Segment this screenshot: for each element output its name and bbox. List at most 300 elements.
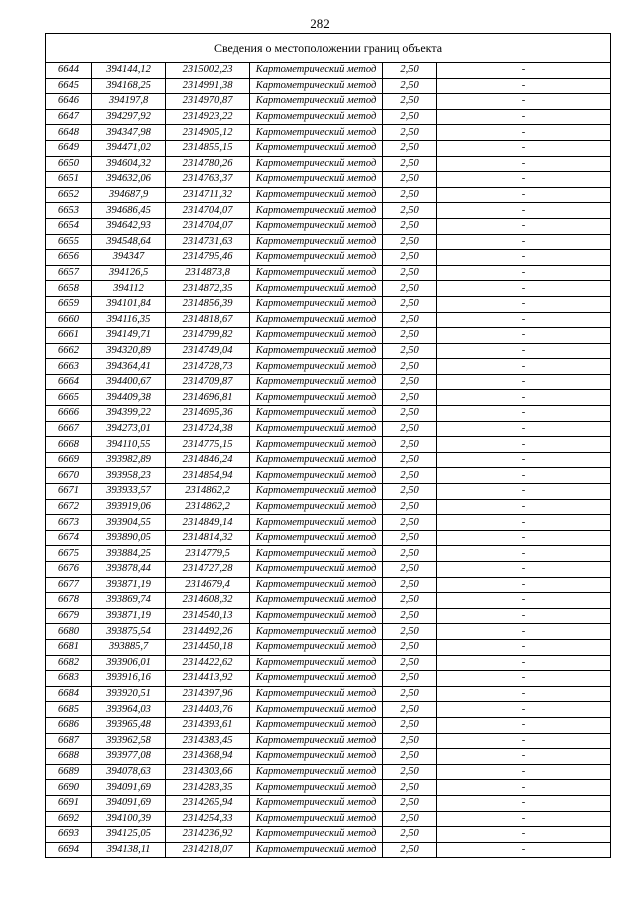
accuracy-cell: 2,50 bbox=[383, 296, 437, 312]
method-cell: Картометрический метод bbox=[250, 577, 383, 593]
method-cell: Картометрический метод bbox=[250, 234, 383, 250]
table-row bbox=[46, 717, 611, 733]
method-cell: Картометрический метод bbox=[250, 265, 383, 281]
x-coordinate-cell: 394273,01 bbox=[92, 421, 166, 437]
accuracy-cell: 2,50 bbox=[383, 359, 437, 375]
point-number-cell: 6665 bbox=[46, 390, 92, 406]
x-coordinate-cell: 394091,69 bbox=[92, 795, 166, 811]
description-cell: - bbox=[437, 281, 611, 297]
description-cell: - bbox=[437, 234, 611, 250]
accuracy-cell: 2,50 bbox=[383, 530, 437, 546]
y-coordinate-cell: 2314608,32 bbox=[166, 593, 250, 609]
x-coordinate-cell: 393875,54 bbox=[92, 624, 166, 640]
method-cell: Картометрический метод bbox=[250, 671, 383, 687]
x-coordinate-cell: 393890,05 bbox=[92, 530, 166, 546]
description-cell: - bbox=[437, 717, 611, 733]
table-row bbox=[46, 265, 611, 281]
method-cell: Картометрический метод bbox=[250, 343, 383, 359]
table-title-row bbox=[46, 34, 611, 63]
description-cell: - bbox=[437, 78, 611, 94]
accuracy-cell: 2,50 bbox=[383, 827, 437, 843]
accuracy-cell: 2,50 bbox=[383, 406, 437, 422]
table-row bbox=[46, 390, 611, 406]
y-coordinate-cell: 2314492,26 bbox=[166, 624, 250, 640]
description-cell: - bbox=[437, 125, 611, 141]
accuracy-cell: 2,50 bbox=[383, 203, 437, 219]
y-coordinate-cell: 2314795,46 bbox=[166, 250, 250, 266]
x-coordinate-cell: 394197,8 bbox=[92, 94, 166, 110]
y-coordinate-cell: 2314862,2 bbox=[166, 484, 250, 500]
description-cell: - bbox=[437, 671, 611, 687]
description-cell: - bbox=[437, 484, 611, 500]
accuracy-cell: 2,50 bbox=[383, 468, 437, 484]
y-coordinate-cell: 2314695,36 bbox=[166, 406, 250, 422]
accuracy-cell: 2,50 bbox=[383, 842, 437, 858]
method-cell: Картометрический метод bbox=[250, 468, 383, 484]
point-number-cell: 6688 bbox=[46, 749, 92, 765]
table-row bbox=[46, 811, 611, 827]
y-coordinate-cell: 2314799,82 bbox=[166, 328, 250, 344]
x-coordinate-cell: 394149,71 bbox=[92, 328, 166, 344]
method-cell: Картометрический метод bbox=[250, 390, 383, 406]
description-cell: - bbox=[437, 530, 611, 546]
y-coordinate-cell: 2314970,87 bbox=[166, 94, 250, 110]
y-coordinate-cell: 2314814,32 bbox=[166, 530, 250, 546]
y-coordinate-cell: 2314905,12 bbox=[166, 125, 250, 141]
x-coordinate-cell: 393871,19 bbox=[92, 577, 166, 593]
method-cell: Картометрический метод bbox=[250, 140, 383, 156]
method-cell: Картометрический метод bbox=[250, 624, 383, 640]
point-number-cell: 6681 bbox=[46, 639, 92, 655]
description-cell: - bbox=[437, 499, 611, 515]
table-row bbox=[46, 795, 611, 811]
x-coordinate-cell: 393933,57 bbox=[92, 484, 166, 500]
point-number-cell: 6670 bbox=[46, 468, 92, 484]
x-coordinate-cell: 393920,51 bbox=[92, 686, 166, 702]
method-cell: Картометрический метод bbox=[250, 359, 383, 375]
description-cell: - bbox=[437, 156, 611, 172]
description-cell: - bbox=[437, 577, 611, 593]
table-row bbox=[46, 296, 611, 312]
x-coordinate-cell: 394110,55 bbox=[92, 437, 166, 453]
y-coordinate-cell: 2314873,8 bbox=[166, 265, 250, 281]
description-cell: - bbox=[437, 218, 611, 234]
accuracy-cell: 2,50 bbox=[383, 484, 437, 500]
accuracy-cell: 2,50 bbox=[383, 811, 437, 827]
description-cell: - bbox=[437, 468, 611, 484]
description-cell: - bbox=[437, 639, 611, 655]
description-cell: - bbox=[437, 515, 611, 531]
x-coordinate-cell: 394632,06 bbox=[92, 172, 166, 188]
method-cell: Картометрический метод bbox=[250, 827, 383, 843]
point-number-cell: 6672 bbox=[46, 499, 92, 515]
point-number-cell: 6689 bbox=[46, 764, 92, 780]
point-number-cell: 6683 bbox=[46, 671, 92, 687]
table-row bbox=[46, 655, 611, 671]
description-cell: - bbox=[437, 265, 611, 281]
description-cell: - bbox=[437, 328, 611, 344]
point-number-cell: 6657 bbox=[46, 265, 92, 281]
method-cell: Картометрический метод bbox=[250, 811, 383, 827]
description-cell: - bbox=[437, 437, 611, 453]
accuracy-cell: 2,50 bbox=[383, 639, 437, 655]
description-cell: - bbox=[437, 312, 611, 328]
method-cell: Картометрический метод bbox=[250, 562, 383, 578]
description-cell: - bbox=[437, 172, 611, 188]
point-number-cell: 6676 bbox=[46, 562, 92, 578]
accuracy-cell: 2,50 bbox=[383, 515, 437, 531]
y-coordinate-cell: 2314383,45 bbox=[166, 733, 250, 749]
table-row bbox=[46, 437, 611, 453]
point-number-cell: 6661 bbox=[46, 328, 92, 344]
method-cell: Картометрический метод bbox=[250, 717, 383, 733]
table-row bbox=[46, 764, 611, 780]
method-cell: Картометрический метод bbox=[250, 218, 383, 234]
x-coordinate-cell: 393958,23 bbox=[92, 468, 166, 484]
table-row bbox=[46, 63, 611, 79]
method-cell: Картометрический метод bbox=[250, 842, 383, 858]
accuracy-cell: 2,50 bbox=[383, 63, 437, 79]
y-coordinate-cell: 2314711,32 bbox=[166, 187, 250, 203]
x-coordinate-cell: 394642,93 bbox=[92, 218, 166, 234]
y-coordinate-cell: 2314704,07 bbox=[166, 218, 250, 234]
table-row bbox=[46, 125, 611, 141]
method-cell: Картометрический метод bbox=[250, 250, 383, 266]
description-cell: - bbox=[437, 63, 611, 79]
description-cell: - bbox=[437, 421, 611, 437]
table-row bbox=[46, 499, 611, 515]
x-coordinate-cell: 393916,16 bbox=[92, 671, 166, 687]
x-coordinate-cell: 394347 bbox=[92, 250, 166, 266]
point-number-cell: 6693 bbox=[46, 827, 92, 843]
x-coordinate-cell: 394297,92 bbox=[92, 109, 166, 125]
description-cell: - bbox=[437, 203, 611, 219]
table-row bbox=[46, 593, 611, 609]
method-cell: Картометрический метод bbox=[250, 328, 383, 344]
x-coordinate-cell: 394548,64 bbox=[92, 234, 166, 250]
point-number-cell: 6679 bbox=[46, 608, 92, 624]
accuracy-cell: 2,50 bbox=[383, 437, 437, 453]
y-coordinate-cell: 2314393,61 bbox=[166, 717, 250, 733]
method-cell: Картометрический метод bbox=[250, 499, 383, 515]
point-number-cell: 6655 bbox=[46, 234, 92, 250]
table-row bbox=[46, 421, 611, 437]
y-coordinate-cell: 2314368,94 bbox=[166, 749, 250, 765]
x-coordinate-cell: 394471,02 bbox=[92, 140, 166, 156]
description-cell: - bbox=[437, 250, 611, 266]
y-coordinate-cell: 2314872,35 bbox=[166, 281, 250, 297]
method-cell: Картометрический метод bbox=[250, 686, 383, 702]
table-row bbox=[46, 406, 611, 422]
table-row bbox=[46, 218, 611, 234]
y-coordinate-cell: 2314763,37 bbox=[166, 172, 250, 188]
x-coordinate-cell: 393904,55 bbox=[92, 515, 166, 531]
point-number-cell: 6671 bbox=[46, 484, 92, 500]
accuracy-cell: 2,50 bbox=[383, 125, 437, 141]
method-cell: Картометрический метод bbox=[250, 437, 383, 453]
table-row bbox=[46, 671, 611, 687]
method-cell: Картометрический метод bbox=[250, 764, 383, 780]
description-cell: - bbox=[437, 546, 611, 562]
description-cell: - bbox=[437, 359, 611, 375]
table-row bbox=[46, 530, 611, 546]
table-row bbox=[46, 562, 611, 578]
point-number-cell: 6668 bbox=[46, 437, 92, 453]
accuracy-cell: 2,50 bbox=[383, 109, 437, 125]
method-cell: Картометрический метод bbox=[250, 702, 383, 718]
method-cell: Картометрический метод bbox=[250, 749, 383, 765]
point-number-cell: 6645 bbox=[46, 78, 92, 94]
accuracy-cell: 2,50 bbox=[383, 546, 437, 562]
x-coordinate-cell: 394125,05 bbox=[92, 827, 166, 843]
method-cell: Картометрический метод bbox=[250, 125, 383, 141]
accuracy-cell: 2,50 bbox=[383, 671, 437, 687]
y-coordinate-cell: 2314923,22 bbox=[166, 109, 250, 125]
description-cell: - bbox=[437, 593, 611, 609]
accuracy-cell: 2,50 bbox=[383, 218, 437, 234]
x-coordinate-cell: 393906,01 bbox=[92, 655, 166, 671]
method-cell: Картометрический метод bbox=[250, 374, 383, 390]
table-row bbox=[46, 733, 611, 749]
point-number-cell: 6677 bbox=[46, 577, 92, 593]
x-coordinate-cell: 394409,38 bbox=[92, 390, 166, 406]
point-number-cell: 6669 bbox=[46, 452, 92, 468]
table-row bbox=[46, 203, 611, 219]
description-cell: - bbox=[437, 780, 611, 796]
y-coordinate-cell: 2314818,67 bbox=[166, 312, 250, 328]
description-cell: - bbox=[437, 686, 611, 702]
accuracy-cell: 2,50 bbox=[383, 562, 437, 578]
accuracy-cell: 2,50 bbox=[383, 187, 437, 203]
method-cell: Картометрический метод bbox=[250, 546, 383, 562]
method-cell: Картометрический метод bbox=[250, 530, 383, 546]
table-title: Сведения о местоположении границ объекта bbox=[46, 34, 611, 63]
y-coordinate-cell: 2314303,66 bbox=[166, 764, 250, 780]
y-coordinate-cell: 2314775,15 bbox=[166, 437, 250, 453]
description-cell: - bbox=[437, 624, 611, 640]
y-coordinate-cell: 2314724,38 bbox=[166, 421, 250, 437]
method-cell: Картометрический метод bbox=[250, 795, 383, 811]
table-row bbox=[46, 359, 611, 375]
table-row bbox=[46, 172, 611, 188]
y-coordinate-cell: 2314283,35 bbox=[166, 780, 250, 796]
point-number-cell: 6647 bbox=[46, 109, 92, 125]
table-row bbox=[46, 624, 611, 640]
accuracy-cell: 2,50 bbox=[383, 717, 437, 733]
point-number-cell: 6654 bbox=[46, 218, 92, 234]
x-coordinate-cell: 394686,45 bbox=[92, 203, 166, 219]
method-cell: Картометрический метод bbox=[250, 452, 383, 468]
y-coordinate-cell: 2314254,33 bbox=[166, 811, 250, 827]
table-row bbox=[46, 312, 611, 328]
x-coordinate-cell: 394116,35 bbox=[92, 312, 166, 328]
method-cell: Картометрический метод bbox=[250, 655, 383, 671]
point-number-cell: 6690 bbox=[46, 780, 92, 796]
description-cell: - bbox=[437, 390, 611, 406]
method-cell: Картометрический метод bbox=[250, 639, 383, 655]
accuracy-cell: 2,50 bbox=[383, 78, 437, 94]
accuracy-cell: 2,50 bbox=[383, 593, 437, 609]
description-cell: - bbox=[437, 702, 611, 718]
description-cell: - bbox=[437, 827, 611, 843]
method-cell: Картометрический метод bbox=[250, 312, 383, 328]
table-row bbox=[46, 608, 611, 624]
x-coordinate-cell: 394101,84 bbox=[92, 296, 166, 312]
table-row bbox=[46, 187, 611, 203]
table-row bbox=[46, 234, 611, 250]
x-coordinate-cell: 394100,39 bbox=[92, 811, 166, 827]
x-coordinate-cell: 393964,03 bbox=[92, 702, 166, 718]
x-coordinate-cell: 394400,67 bbox=[92, 374, 166, 390]
method-cell: Картометрический метод bbox=[250, 733, 383, 749]
accuracy-cell: 2,50 bbox=[383, 780, 437, 796]
x-coordinate-cell: 394347,98 bbox=[92, 125, 166, 141]
table-row bbox=[46, 250, 611, 266]
table-row bbox=[46, 702, 611, 718]
table-row bbox=[46, 842, 611, 858]
table-row bbox=[46, 577, 611, 593]
method-cell: Картометрический метод bbox=[250, 187, 383, 203]
accuracy-cell: 2,50 bbox=[383, 577, 437, 593]
point-number-cell: 6659 bbox=[46, 296, 92, 312]
y-coordinate-cell: 2314780,26 bbox=[166, 156, 250, 172]
y-coordinate-cell: 2314413,92 bbox=[166, 671, 250, 687]
accuracy-cell: 2,50 bbox=[383, 140, 437, 156]
description-cell: - bbox=[437, 452, 611, 468]
table-row bbox=[46, 546, 611, 562]
accuracy-cell: 2,50 bbox=[383, 328, 437, 344]
description-cell: - bbox=[437, 374, 611, 390]
point-number-cell: 6652 bbox=[46, 187, 92, 203]
accuracy-cell: 2,50 bbox=[383, 250, 437, 266]
accuracy-cell: 2,50 bbox=[383, 655, 437, 671]
y-coordinate-cell: 2314403,76 bbox=[166, 702, 250, 718]
description-cell: - bbox=[437, 94, 611, 110]
y-coordinate-cell: 2314991,38 bbox=[166, 78, 250, 94]
page-number: 282 bbox=[310, 16, 330, 31]
point-number-cell: 6691 bbox=[46, 795, 92, 811]
method-cell: Картометрический метод bbox=[250, 515, 383, 531]
accuracy-cell: 2,50 bbox=[383, 312, 437, 328]
y-coordinate-cell: 2314540,13 bbox=[166, 608, 250, 624]
accuracy-cell: 2,50 bbox=[383, 94, 437, 110]
point-number-cell: 6678 bbox=[46, 593, 92, 609]
accuracy-cell: 2,50 bbox=[383, 234, 437, 250]
accuracy-cell: 2,50 bbox=[383, 265, 437, 281]
method-cell: Картометрический метод bbox=[250, 172, 383, 188]
x-coordinate-cell: 393884,25 bbox=[92, 546, 166, 562]
accuracy-cell: 2,50 bbox=[383, 702, 437, 718]
table-row bbox=[46, 515, 611, 531]
x-coordinate-cell: 394320,89 bbox=[92, 343, 166, 359]
table-row bbox=[46, 374, 611, 390]
point-number-cell: 6648 bbox=[46, 125, 92, 141]
method-cell: Картометрический метод bbox=[250, 156, 383, 172]
x-coordinate-cell: 393869,74 bbox=[92, 593, 166, 609]
y-coordinate-cell: 2314849,14 bbox=[166, 515, 250, 531]
method-cell: Картометрический метод bbox=[250, 109, 383, 125]
table-row bbox=[46, 156, 611, 172]
y-coordinate-cell: 2314749,04 bbox=[166, 343, 250, 359]
y-coordinate-cell: 2314728,73 bbox=[166, 359, 250, 375]
accuracy-cell: 2,50 bbox=[383, 156, 437, 172]
point-number-cell: 6674 bbox=[46, 530, 92, 546]
x-coordinate-cell: 393965,48 bbox=[92, 717, 166, 733]
table-row bbox=[46, 484, 611, 500]
point-number-cell: 6667 bbox=[46, 421, 92, 437]
y-coordinate-cell: 2314862,2 bbox=[166, 499, 250, 515]
x-coordinate-cell: 393919,06 bbox=[92, 499, 166, 515]
y-coordinate-cell: 2314265,94 bbox=[166, 795, 250, 811]
x-coordinate-cell: 394364,41 bbox=[92, 359, 166, 375]
point-number-cell: 6663 bbox=[46, 359, 92, 375]
y-coordinate-cell: 2314696,81 bbox=[166, 390, 250, 406]
accuracy-cell: 2,50 bbox=[383, 421, 437, 437]
table-row bbox=[46, 281, 611, 297]
x-coordinate-cell: 394112 bbox=[92, 281, 166, 297]
y-coordinate-cell: 2314854,94 bbox=[166, 468, 250, 484]
method-cell: Картометрический метод bbox=[250, 78, 383, 94]
x-coordinate-cell: 394138,11 bbox=[92, 842, 166, 858]
x-coordinate-cell: 394126,5 bbox=[92, 265, 166, 281]
description-cell: - bbox=[437, 811, 611, 827]
x-coordinate-cell: 393977,08 bbox=[92, 749, 166, 765]
point-number-cell: 6666 bbox=[46, 406, 92, 422]
accuracy-cell: 2,50 bbox=[383, 624, 437, 640]
x-coordinate-cell: 394078,63 bbox=[92, 764, 166, 780]
description-cell: - bbox=[437, 795, 611, 811]
y-coordinate-cell: 2314218,07 bbox=[166, 842, 250, 858]
method-cell: Картометрический метод bbox=[250, 421, 383, 437]
x-coordinate-cell: 393878,44 bbox=[92, 562, 166, 578]
accuracy-cell: 2,50 bbox=[383, 733, 437, 749]
x-coordinate-cell: 394399,22 bbox=[92, 406, 166, 422]
y-coordinate-cell: 2314731,63 bbox=[166, 234, 250, 250]
accuracy-cell: 2,50 bbox=[383, 608, 437, 624]
description-cell: - bbox=[437, 109, 611, 125]
x-coordinate-cell: 394168,25 bbox=[92, 78, 166, 94]
table-row bbox=[46, 686, 611, 702]
boundary-coordinates-table bbox=[45, 33, 611, 858]
point-number-cell: 6692 bbox=[46, 811, 92, 827]
point-number-cell: 6664 bbox=[46, 374, 92, 390]
accuracy-cell: 2,50 bbox=[383, 374, 437, 390]
method-cell: Картометрический метод bbox=[250, 63, 383, 79]
x-coordinate-cell: 394091,69 bbox=[92, 780, 166, 796]
point-number-cell: 6658 bbox=[46, 281, 92, 297]
table-row bbox=[46, 827, 611, 843]
table-row bbox=[46, 780, 611, 796]
table-row bbox=[46, 78, 611, 94]
y-coordinate-cell: 2314679,4 bbox=[166, 577, 250, 593]
accuracy-cell: 2,50 bbox=[383, 172, 437, 188]
point-number-cell: 6680 bbox=[46, 624, 92, 640]
method-cell: Картометрический метод bbox=[250, 203, 383, 219]
point-number-cell: 6682 bbox=[46, 655, 92, 671]
method-cell: Картометрический метод bbox=[250, 406, 383, 422]
description-cell: - bbox=[437, 296, 611, 312]
accuracy-cell: 2,50 bbox=[383, 764, 437, 780]
point-number-cell: 6675 bbox=[46, 546, 92, 562]
point-number-cell: 6651 bbox=[46, 172, 92, 188]
x-coordinate-cell: 393871,19 bbox=[92, 608, 166, 624]
description-cell: - bbox=[437, 842, 611, 858]
accuracy-cell: 2,50 bbox=[383, 452, 437, 468]
y-coordinate-cell: 2314846,24 bbox=[166, 452, 250, 468]
point-number-cell: 6686 bbox=[46, 717, 92, 733]
accuracy-cell: 2,50 bbox=[383, 390, 437, 406]
point-number-cell: 6653 bbox=[46, 203, 92, 219]
